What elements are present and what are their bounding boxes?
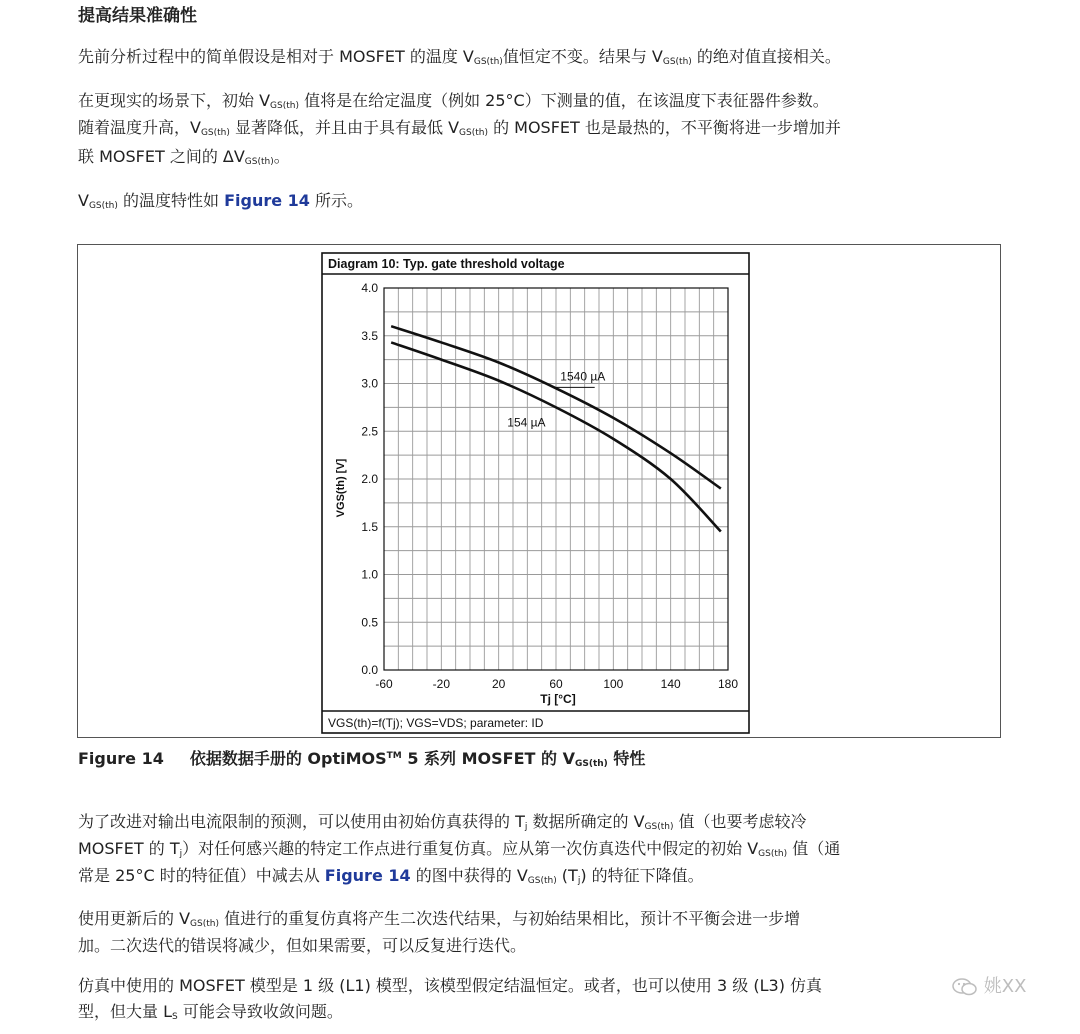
paragraph-6-line-2: 型，但大量 $L_S$ 可能会导致收敛问题。 <box>78 1002 343 1022</box>
y-tick-label: 0.0 <box>361 663 378 677</box>
paragraph-5-line-2: 加。二次迭代的错误将减少，但如果需要，可以反复进行迭代。 <box>78 936 527 955</box>
paragraph-4-line-1: 为了改进对输出电流限制的预测，可以使用由初始仿真获得的 $T_j$ 数据所确定的 $V_{GS(th)}$ 值（也要考虑较冷 <box>78 812 807 832</box>
y-tick-label: 1.0 <box>361 567 378 582</box>
y-tick-label: 0.5 <box>361 615 378 630</box>
figure-caption: Figure 14 依据数据手册的 OptiMOS™ 5 系列 MOSFET 的 $V_{GS(th)}$ 特性 <box>78 749 646 769</box>
paragraph-6-line-1: 仿真中使用的 MOSFET 模型是 1 级 (L1) 模型，该模型假定结温恒定。或者，也可以使用 3 级 (L3) 仿真 <box>78 976 823 995</box>
x-tick-label: 180 <box>717 677 739 691</box>
paragraph-4-line-3: 常是 25°C 时的特征值）中减去从 Figure 14 的图中获得的 $V_{GS(th)}$ $(T_j)$ 的特征下降值。 <box>78 866 704 886</box>
y-tick-label: 3.0 <box>361 376 378 391</box>
x-tick-label: 140 <box>660 677 681 691</box>
series-label-154ua: 154 µA <box>507 415 546 430</box>
x-tick-label: 20 <box>491 677 506 691</box>
paragraph-5-line-1: 使用更新后的 $V_{GS(th)}$ 值进行的重复仿真将产生二次迭代结果，与初始结果相比，预计不平衡会进一步增 <box>78 909 801 929</box>
chart-footer: VGS(th)=f(Tj); VGS=VDS; parameter: ID <box>328 716 544 730</box>
series-label-1540ua: 1540 µA <box>560 369 606 384</box>
wechat-icon <box>952 977 978 997</box>
paragraph-4-line-2: MOSFET 的 $T_j$）对任何感兴趣的特定工作点进行重复仿真。应从第一次仿真迭代中假定的初始 $V_{GS(th)}$ 值（通 <box>78 839 841 859</box>
y-tick-label: 4.0 <box>361 281 378 295</box>
figure-frame <box>77 244 1001 738</box>
paragraph-2-line-3: 联 MOSFET 之间的 $\Delta V_{GS(th)}$。 <box>78 147 290 167</box>
x-tick-label: 60 <box>549 677 563 691</box>
x-tick-label: -60 <box>375 677 393 691</box>
paragraph-2-line-2: 随着温度升高，$V_{GS(th)}$ 显著降低，并且由于具有最低 $V_{GS(th)}$ 的 MOSFET 也是最热的，不平衡将进一步增加并 <box>78 118 841 138</box>
x-axis-label: Tj [°C] <box>540 692 576 706</box>
y-tick-label: 2.5 <box>361 424 378 439</box>
paragraph-1: 先前分析过程中的简单假设是相对于 MOSFET 的温度 $V_{GS(th)}$值恒定不变。结果与 $V_{GS(th)}$ 的绝对值直接相关。 <box>78 47 841 67</box>
y-tick-label: 3.5 <box>361 328 378 343</box>
watermark <box>952 972 1026 998</box>
vgs-threshold-chart <box>78 245 1002 739</box>
section-heading: 提高结果准确性 <box>78 6 197 26</box>
figure-14-link[interactable]: Figure 14 <box>224 191 310 210</box>
paragraph-3: $V_{GS(th)}$ 的温度特性如 Figure 14 所示。 <box>78 191 364 211</box>
figure-14-link-2[interactable]: Figure 14 <box>324 866 411 885</box>
y-tick-label: 2.0 <box>361 472 378 486</box>
x-tick-label: 100 <box>603 677 624 691</box>
x-tick-label: -20 <box>432 677 451 691</box>
y-axis-label: VGS(th) [V] <box>335 458 347 518</box>
y-tick-label: 1.5 <box>361 519 378 534</box>
paragraph-2-line-1: 在更现实的场景下，初始 $V_{GS(th)}$ 值将是在给定温度（例如 25°C）下测量的值，在该温度下表征器件参数。 <box>78 91 829 111</box>
chart-title: Diagram 10: Typ. gate threshold voltage <box>328 257 565 271</box>
watermark-text: 姚XX <box>983 976 1027 997</box>
